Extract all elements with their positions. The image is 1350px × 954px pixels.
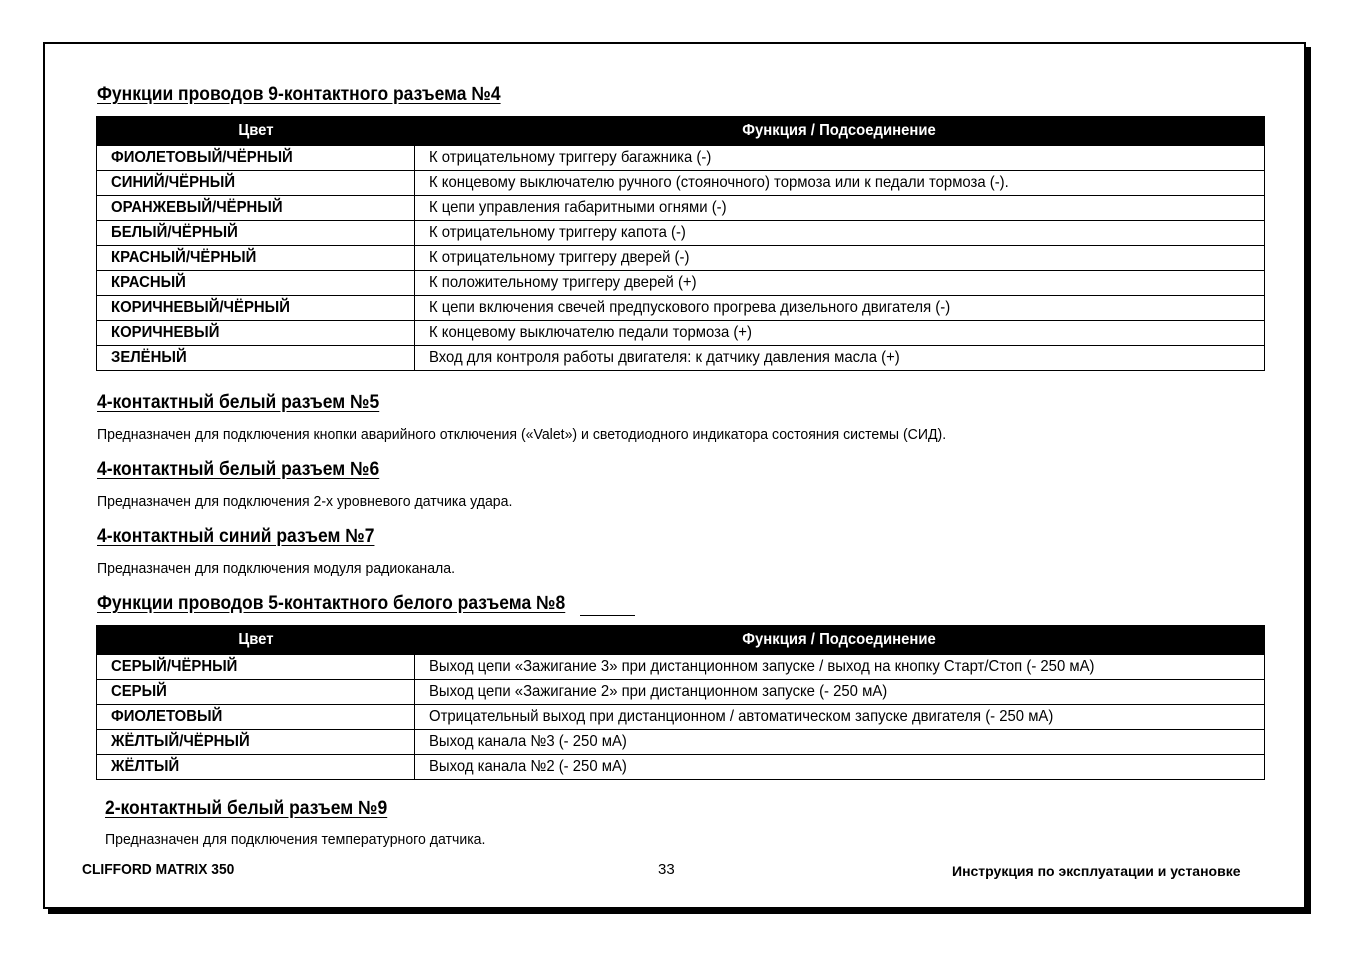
table-row bbox=[97, 755, 1265, 780]
connector7-description: Предназначен для подключения модуля радиоканала. bbox=[97, 560, 456, 577]
table-row bbox=[97, 705, 1265, 730]
wire-function: К цепи включения свечей предпускового прогрева дизельного двигателя (-) bbox=[415, 296, 1265, 321]
wire-color: ФИОЛЕТОВЫЙ bbox=[97, 705, 415, 730]
table-row bbox=[97, 246, 1265, 271]
table-row bbox=[97, 730, 1265, 755]
table-row bbox=[97, 196, 1265, 221]
wire-function: К отрицательному триггеру дверей (-) bbox=[415, 246, 1265, 271]
connector5-description: Предназначен для подключения кнопки аварийного отключения («Valet») и светодиодного индикатора состояния системы (СИД). bbox=[97, 426, 947, 443]
table-row bbox=[97, 680, 1265, 705]
connector6-title: 4-контактный белый разъем №6 bbox=[97, 459, 380, 480]
wire-function: Выход канала №3 (- 250 мА) bbox=[415, 730, 1265, 755]
wire-color: ОРАНЖЕВЫЙ/ЧЁРНЫЙ bbox=[97, 196, 415, 221]
wire-function: Вход для контроля работы двигателя: к датчику давления масла (+) bbox=[415, 346, 1265, 371]
table-row bbox=[97, 321, 1265, 346]
table-row bbox=[97, 296, 1265, 321]
table-row bbox=[97, 171, 1265, 196]
wire-function: К отрицательному триггеру багажника (-) bbox=[415, 146, 1265, 171]
header-color: Цвет bbox=[97, 117, 415, 146]
connector8-title: Функции проводов 5-контактного белого разъема №8 bbox=[97, 593, 566, 614]
page-number: 33 bbox=[658, 861, 675, 878]
wire-color: КРАСНЫЙ bbox=[97, 271, 415, 296]
header-function: Функция / Подсоединение bbox=[415, 626, 1265, 655]
wire-function: Отрицательный выход при дистанционном / автоматическом запуске двигателя (- 250 мА) bbox=[415, 705, 1265, 730]
wire-color: ЖЁЛТЫЙ bbox=[97, 755, 415, 780]
wire-color: ЖЁЛТЫЙ/ЧЁРНЫЙ bbox=[97, 730, 415, 755]
wire-function: Выход цепи «Зажигание 3» при дистанционном запуске / выход на кнопку Старт/Стоп (- 250 мА) bbox=[415, 655, 1265, 680]
wire-color: БЕЛЫЙ/ЧЁРНЫЙ bbox=[97, 221, 415, 246]
wire-function: К концевому выключателю педали тормоза (+) bbox=[415, 321, 1265, 346]
wire-function: К положительному триггеру дверей (+) bbox=[415, 271, 1265, 296]
wire-function: Выход цепи «Зажигание 2» при дистанционном запуске (- 250 мА) bbox=[415, 680, 1265, 705]
wire-color: ФИОЛЕТОВЫЙ/ЧЁРНЫЙ bbox=[97, 146, 415, 171]
table-row bbox=[97, 271, 1265, 296]
footer-product-name: CLIFFORD MATRIX 350 bbox=[82, 861, 235, 878]
wire-color: СЕРЫЙ/ЧЁРНЫЙ bbox=[97, 655, 415, 680]
wire-function: К цепи управления габаритными огнями (-) bbox=[415, 196, 1265, 221]
wire-function: К концевому выключателю ручного (стояночного) тормоза или к педали тормоза (-). bbox=[415, 171, 1265, 196]
connector9-title: 2-контактный белый разъем №9 bbox=[105, 798, 388, 819]
connector6-description: Предназначен для подключения 2-х уровневого датчика удара. bbox=[97, 493, 513, 510]
table-header-row bbox=[97, 626, 1265, 655]
wire-function: Выход канала №2 (- 250 мА) bbox=[415, 755, 1265, 780]
footer-manual-title: Инструкция по эксплуатации и установке bbox=[952, 863, 1241, 879]
table-row bbox=[97, 146, 1265, 171]
wire-color: КОРИЧНЕВЫЙ bbox=[97, 321, 415, 346]
header-function: Функция / Подсоединение bbox=[415, 117, 1265, 146]
wire-color: ЗЕЛЁНЫЙ bbox=[97, 346, 415, 371]
connector7-title: 4-контактный синий разъем №7 bbox=[97, 526, 375, 547]
wire-color: КОРИЧНЕВЫЙ/ЧЁРНЫЙ bbox=[97, 296, 415, 321]
table-row bbox=[97, 655, 1265, 680]
wire-color: СИНИЙ/ЧЁРНЫЙ bbox=[97, 171, 415, 196]
table-row bbox=[97, 346, 1265, 371]
wire-color: СЕРЫЙ bbox=[97, 680, 415, 705]
wire-function: К отрицательному триггеру капота (-) bbox=[415, 221, 1265, 246]
connector4-title: Функции проводов 9-контактного разъема №4 bbox=[97, 84, 501, 105]
connector5-title: 4-контактный белый разъем №5 bbox=[97, 392, 380, 413]
header-color: Цвет bbox=[97, 626, 415, 655]
connector9-description: Предназначен для подключения температурного датчика. bbox=[105, 831, 486, 848]
table-row bbox=[97, 221, 1265, 246]
connector8-table bbox=[96, 625, 1265, 780]
wire-color: КРАСНЫЙ/ЧЁРНЫЙ bbox=[97, 246, 415, 271]
table-header-row bbox=[97, 117, 1265, 146]
title-underline-extension bbox=[580, 615, 635, 616]
connector4-table bbox=[96, 116, 1265, 371]
